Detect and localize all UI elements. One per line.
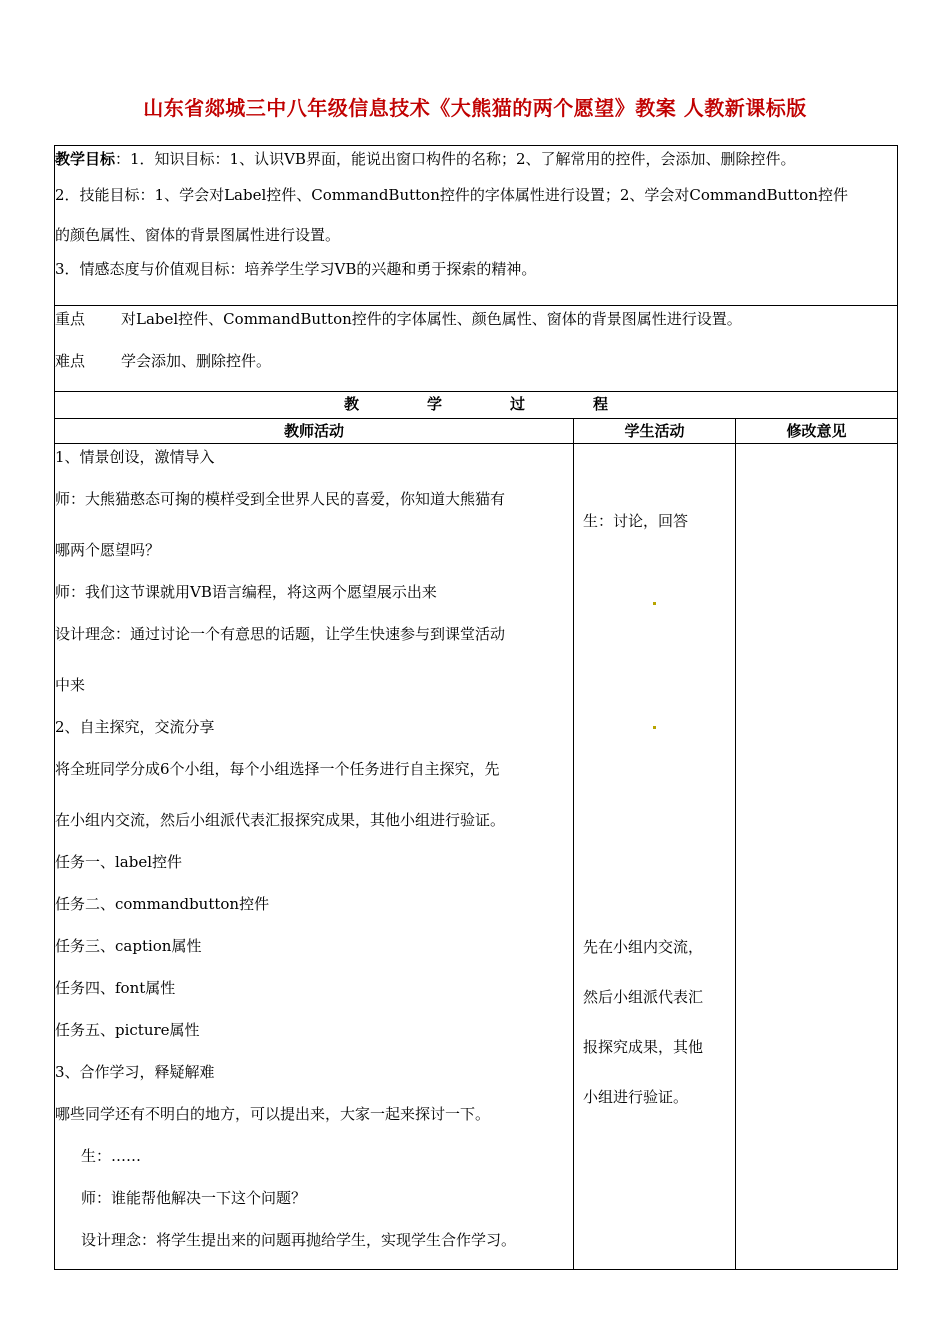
teacher-line: 生：…… [81,1147,142,1165]
teacher-line: 任务五、picture属性 [55,1021,200,1039]
student-group-line: 小组进行验证。 [583,1088,689,1106]
objectives-line-4: 3．情感态度与价值观目标：培养学生学习VB的兴趣和勇于探索的精神。 [55,260,537,278]
teacher-line: 将全班同学分成6个小组，每个小组选择一个任务进行自主探究，先 [55,760,500,778]
objectives-label: 教学目标 [55,150,116,168]
teacher-line: 师：谁能帮他解决一下这个问题？ [81,1189,307,1207]
teacher-line: 哪两个愿望吗？ [55,541,161,559]
column-header-revision: 修改意见 [736,419,898,444]
process-title-char: 过 [510,395,526,413]
teacher-line: 3、合作学习，释疑解难 [55,1063,215,1081]
key-point-text: 对Label控件、CommandButton控件的字体属性、颜色属性、窗体的背景图属性进行设置。 [121,310,742,328]
process-title-char: 学 [427,395,443,413]
student-group-activity [583,922,733,1122]
stray-mark [653,726,656,729]
keypoints-section [55,306,898,392]
objectives-section [55,146,898,306]
objectives-line-1: ：1．知识目标：1、认识VB界面，能说出窗口构件的名称；2、了解常用的控件，会添加、删除控件。 [115,150,796,168]
process-title-char: 程 [593,395,609,413]
student-group-line: 报探究成果，其他 [583,1038,704,1056]
teacher-line: 任务三、caption属性 [55,937,202,955]
teacher-line: 中来 [55,676,86,694]
revision-cell[interactable] [736,444,898,1270]
key-point-label: 重点 [55,310,86,328]
teacher-line: 师：我们这节课就用VB语言编程，将这两个愿望展示出来 [55,583,437,601]
teacher-line: 师：大熊猫憨态可掬的模样受到全世界人民的喜爱，你知道大熊猫有 [55,490,506,508]
objectives-line-2: 2．技能目标：1、学会对Label控件、CommandButton控件的字体属性进行设置；2、学会对CommandButton控件 [55,186,848,204]
teacher-line: 任务一、label控件 [55,853,183,871]
objectives-line-3: 的颜色属性、窗体的背景图属性进行设置。 [55,226,341,244]
student-answer: 生：讨论，回答 [583,512,689,530]
teacher-line: 设计理念：将学生提出来的问题再抛给学生，实现学生合作学习。 [81,1231,517,1249]
column-header-teacher: 教师活动 [55,419,574,444]
teacher-activity-cell [55,444,574,1270]
teacher-line: 2、自主探究，交流分享 [55,718,215,736]
lesson-plan-table [54,145,898,1270]
difficult-point-text: 学会添加、删除控件。 [121,352,272,370]
process-title [55,392,898,419]
document-title: 山东省郯城三中八年级信息技术《大熊猫的两个愿望》教案 人教新课标版 [143,96,807,120]
teacher-line: 1、情景创设，激情导入 [55,448,215,466]
student-activity-cell [574,444,736,1270]
difficult-point-label: 难点 [55,352,86,370]
teacher-line: 在小组内交流，然后小组派代表汇报探究成果，其他小组进行验证。 [55,811,506,829]
column-header-student: 学生活动 [574,419,736,444]
teacher-line: 任务二、commandbutton控件 [55,895,270,913]
teacher-line: 任务四、font属性 [55,979,176,997]
student-group-line: 然后小组派代表汇 [583,988,704,1006]
stray-mark [653,602,656,605]
process-title-char: 教 [343,395,359,413]
teacher-line: 设计理念：通过讨论一个有意思的话题，让学生快速参与到课堂活动 [55,625,506,643]
teacher-line: 哪些同学还有不明白的地方，可以提出来，大家一起来探讨一下。 [55,1105,491,1123]
student-group-line: 先在小组内交流， [583,938,704,956]
